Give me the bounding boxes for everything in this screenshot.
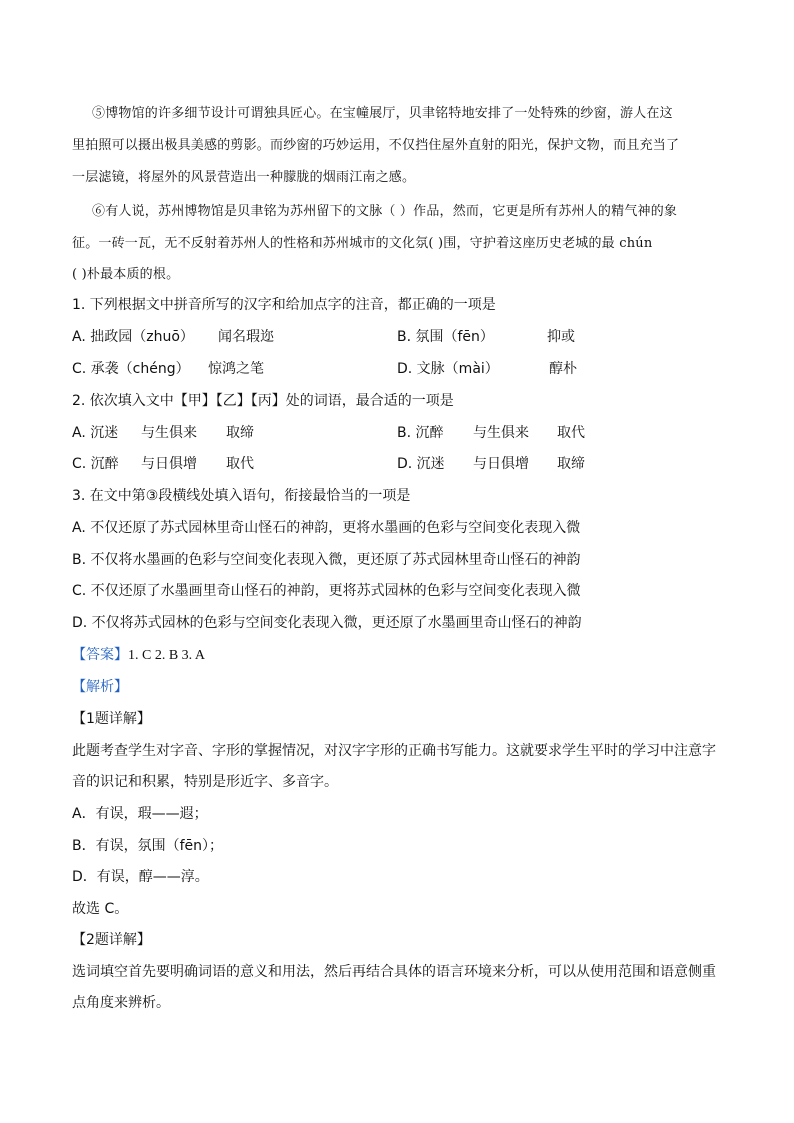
detail-2-title: 【2题详解】 — [72, 932, 151, 948]
q3-option-a: A. 不仅还原了苏式园林里奇山怪石的神韵，更将水墨画的色彩与空间变化表现入微 — [72, 520, 581, 536]
q2-option-a-1: A. 沉迷 — [72, 425, 119, 441]
q2-option-a-2: 与生俱来 — [141, 425, 197, 441]
passage-p6-line1: ⑥有人说，苏州博物馆是贝聿铭为苏州留下的文脉（ ）作品，然而，它更是所有苏州人的精气神的象 — [92, 204, 678, 219]
detail-1-conclusion: 故选 C。 — [72, 901, 129, 917]
passage-p6-line3: ( )朴最本质的根。 — [72, 267, 180, 282]
q2-option-b-2: 与生俱来 — [473, 425, 529, 441]
q3-option-b: B. 不仅将水墨画的色彩与空间变化表现入微，更还原了苏式园林里奇山怪石的神韵 — [72, 552, 581, 568]
detail-2-text-line1: 选词填空首先要明确词语的意义和用法，然后再结合具体的语言环境来分析，可以从使用范围和语意侧重 — [72, 964, 716, 980]
answer-label: 【答案】 — [72, 647, 128, 663]
q1-option-d-idiom: 醇朴 — [549, 361, 577, 377]
q1-option-d-word: D. 文脉（mài） — [397, 361, 499, 377]
detail-1-text-line1: 此题考查学生对字音、字形的掌握情况，对汉字字形的正确书写能力。这就要求学生平时的学习中注意字 — [72, 743, 716, 759]
detail-1-option-d: D．有误，醇——淳。 — [72, 869, 209, 885]
q1-option-c-word: C. 承袭（chéng） — [72, 361, 190, 377]
q3-option-d: D. 不仅将苏式园林的色彩与空间变化表现入微，更还原了水墨画里奇山怪石的神韵 — [72, 615, 582, 631]
analysis-label: 【解析】 — [72, 679, 128, 695]
q2-option-c-3: 取代 — [226, 456, 254, 472]
q2-option-c-2: 与日俱增 — [141, 456, 197, 472]
q1-option-a-word: A. 拙政园（zhuō） — [72, 329, 194, 345]
q2-option-b-1: B. 沉醉 — [397, 425, 444, 441]
passage-p5-line3: 一层滤镜，将屋外的风景营造出一种朦胧的烟雨江南之感。 — [72, 170, 416, 185]
q1-option-c-idiom: 惊鸿之笔 — [208, 361, 264, 377]
q2-stem: 2. 依次填入文中【甲】【乙】【丙】处的词语，最合适的一项是 — [72, 393, 454, 409]
detail-1-option-b: B．有误，氛围（fēn）； — [72, 838, 224, 854]
q2-option-c-1: C. 沉醉 — [72, 456, 119, 472]
q1-option-b-idiom: 抑或 — [547, 329, 575, 345]
q1-option-b-word: B. 氛围（fēn） — [397, 329, 494, 345]
q2-option-b-3: 取代 — [557, 425, 585, 441]
passage-p6-line2: 征。一砖一瓦，无不反射着苏州人的性格和苏州城市的文化氛( )围，守护着这座历史老城的最 chún — [72, 236, 653, 251]
passage-p5-line1: ⑤博物馆的许多细节设计可谓独具匠心。在宝幢展厅，贝聿铭特地安排了一处特殊的纱窗，游人在这 — [92, 106, 673, 121]
answer-row — [72, 644, 205, 664]
q1-stem: 1. 下列根据文中拼音所写的汉字和给加点字的注音，都正确的一项是 — [72, 297, 496, 313]
detail-1-option-a: A．有误，瑕——遐； — [72, 806, 208, 822]
detail-1-text-line2: 音的识记和积累，特别是形近字、多音字。 — [72, 774, 338, 790]
passage-p5-line2: 里拍照可以摄出极具美感的剪影。而纱窗的巧妙运用，不仅挡住屋外直射的阳光，保护文物，而且充当了 — [72, 138, 680, 153]
q2-option-d-3: 取缔 — [557, 456, 585, 472]
q3-stem: 3. 在文中第③段横线处填入语句，衔接最恰当的一项是 — [72, 488, 411, 504]
q3-option-c: C. 不仅还原了水墨画里奇山怪石的神韵，更将苏式园林的色彩与空间变化表现入微 — [72, 583, 581, 599]
q2-option-a-3: 取缔 — [226, 425, 254, 441]
detail-1-title: 【1题详解】 — [72, 711, 151, 727]
q2-option-d-1: D. 沉迷 — [397, 456, 445, 472]
answer-values: 1. C 2. B 3. A — [128, 648, 206, 663]
q2-option-d-2: 与日俱增 — [473, 456, 529, 472]
q1-option-a-idiom: 闻名瑕迩 — [218, 329, 274, 345]
detail-2-text-line2: 点角度来辨析。 — [72, 995, 170, 1011]
